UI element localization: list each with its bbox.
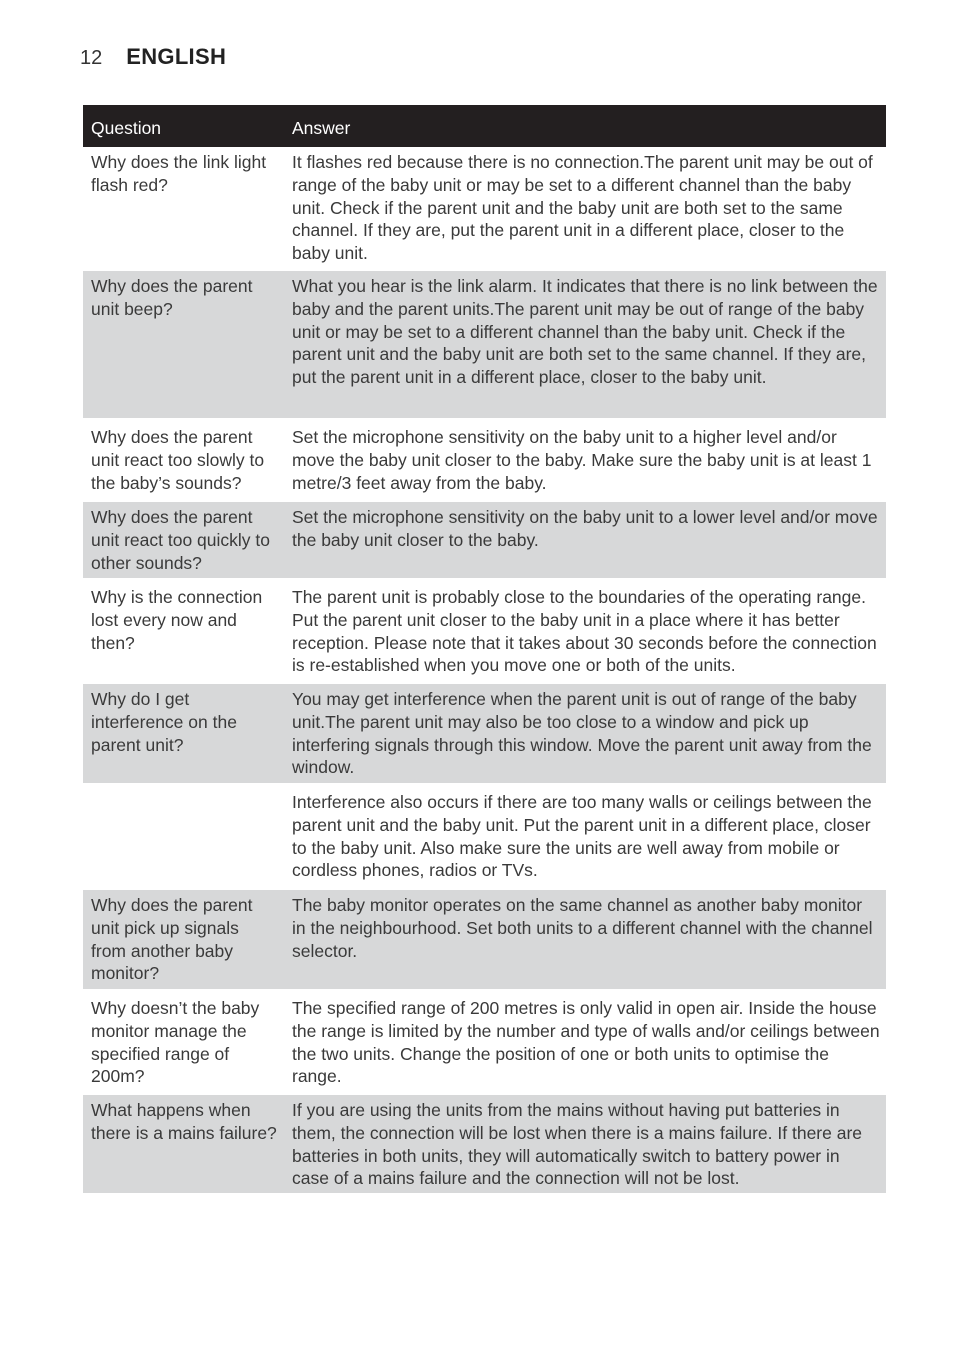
table-row [83,989,886,1091]
answer-cell: It flashes red because there is no connection.The parent unit may be out of range of the baby unit or may be set to a different channel than the baby unit. Check if the parent unit and the baby unit are both set to the same channel. If they are, put the parent unit in a different place, closer to the baby unit. [292,152,873,264]
question-cell: Why does the link light flash red? [91,152,267,195]
answer-cell: The baby monitor operates on the same channel as another baby monitor in the neighbourhood. Set both units to a different channel with the channel selector. [292,895,873,961]
question-cell: Why do I get interference on the parent unit? [91,689,237,755]
column-header-answer: Answer [292,117,351,138]
question-cell: Why is the connection lost every now and then? [91,587,263,653]
answer-cell: Set the microphone sensitivity on the baby unit to a lower level and/or move the baby unit closer to the baby. [292,507,878,550]
table-row [83,418,886,498]
table-row [83,783,886,886]
table-row [83,1091,886,1193]
table-row [83,886,886,989]
question-cell: Why does the parent unit react too slowly to the baby’s sounds? [91,427,265,493]
question-cell: Why does the parent unit pick up signals from another baby monitor? [91,895,253,984]
answer-cell: Set the microphone sensitivity on the baby unit to a higher level and/or move the baby unit closer to the baby. Make sure the baby unit is at least 1 metre/3 feet away from the baby. [292,427,872,493]
answer-cell: If you are using the units from the mains without having put batteries in them, the connection will be lost when there is a mains failure. If there are batteries in both units, they will automatically switch to battery power in case of a mains failure and the connection will not be lost. [292,1100,863,1189]
answer-cell: The specified range of 200 metres is only valid in open air. Inside the house the range is limited by the number and type of walls and/or ceilings between the two units. Change the position of one or both units to optimise the range. [292,998,880,1087]
table-row [83,147,886,267]
answer-cell: Interference also occurs if there are too many walls or ceilings between the parent unit and the baby unit. Put the parent unit in a different place, closer to the baby unit. Also make sure the units are well away from mobile or cordless phones, radios or TVs. [292,792,872,881]
page-number: 12 [80,47,103,69]
question-cell: What happens when there is a mains failure? [91,1100,277,1143]
question-cell: Why does the parent unit react too quickly to other sounds? [91,507,270,573]
question-cell: Why doesn’t the baby monitor manage the specified range of 200m? [91,998,260,1087]
question-cell: Why does the parent unit beep? [91,276,253,319]
table-row [83,498,886,578]
question-cell [83,791,284,886]
page-language-title: ENGLISH [126,44,227,69]
table-row [83,680,886,783]
page-header [80,44,226,78]
troubleshooting-table [83,105,886,1193]
table-row [83,578,886,680]
table-row [83,267,886,418]
answer-cell: What you hear is the link alarm. It indicates that there is no link between the baby and the parent units.The parent unit may be out of range of the baby unit or may be set to a different channel than the baby unit. Check if the parent unit and the baby unit are both set to the same channel. If they are, put the parent unit in a different place, closer to the baby unit. [292,276,878,388]
table-header-row [83,105,886,147]
column-header-question: Question [91,117,162,138]
answer-cell: You may get interference when the parent unit is out of range of the baby unit.The parent unit may also be too close to a window and pick up interfering signals through this window. Move the parent unit away from the window. [292,689,872,778]
answer-cell: The parent unit is probably close to the boundaries of the operating range. Put the parent unit closer to the baby unit in a place where it has better reception. Please note that it takes about 30 seconds before the connection is re-established when you move one or both of the units. [292,587,877,676]
